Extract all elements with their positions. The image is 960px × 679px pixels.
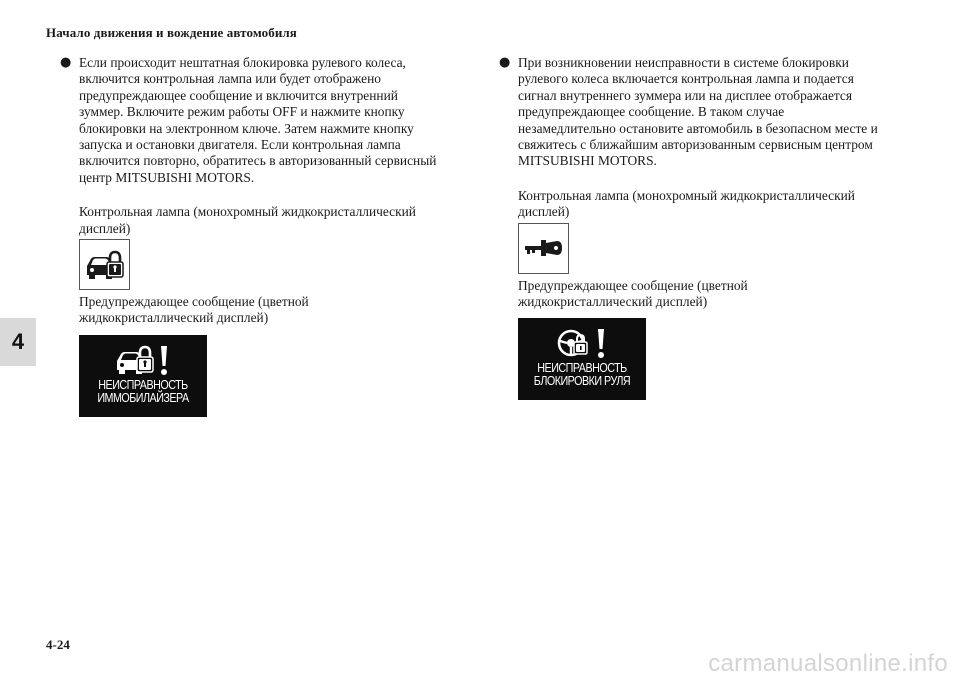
left-message-caption: Предупреждающее сообщение (цветной жидкокристаллический дисплей) bbox=[79, 294, 309, 326]
left-indicator-lamp bbox=[79, 239, 130, 290]
left-bullet-paragraph bbox=[60, 55, 440, 186]
chapter-number: 4 bbox=[11, 329, 25, 354]
left-lamp-caption: Контрольная лампа (монохромный жидкокристаллический дисплей) bbox=[79, 204, 416, 236]
bullet-icon: ● bbox=[499, 55, 511, 70]
car-lock-icon bbox=[84, 248, 126, 282]
right-column bbox=[499, 55, 879, 400]
left-display-line-1: НЕИСПРАВНОСТЬ bbox=[98, 377, 188, 392]
right-warning-display bbox=[518, 318, 646, 400]
left-paragraph-text: Если происходит нештатная блокировка рулевого колеса, включится контрольная лампа или будет отображено предупреждающее сообщение и включится внутренний зуммер. Включите режим работы OFF и нажмите кнопку блокировки на электронном ключе. Затем нажмите кнопку запуска и остановки двигателя. Если контрольная лампа включится повторно, обратитесь в авторизованный сервисный центр MITSUBISHI MOTORS. bbox=[79, 55, 437, 185]
left-warning-display bbox=[79, 335, 207, 417]
left-column bbox=[60, 55, 440, 417]
steering-lock-key-icon bbox=[523, 233, 565, 263]
right-display-line-2: БЛОКИРОВКИ РУЛЯ bbox=[533, 374, 631, 389]
steering-wheel-lock-warning-icon bbox=[554, 328, 612, 360]
page-number: 4-24 bbox=[46, 637, 70, 652]
bullet-icon: ● bbox=[60, 55, 72, 70]
left-display-line-2: ИММОБИЛАЙЗЕРА bbox=[97, 390, 189, 405]
page-header-title: Начало движения и вождение автомобиля bbox=[46, 25, 297, 40]
right-paragraph-text: При возникновении неисправности в системе блокировки рулевого колеса включается контрольная лампа и подается сигнал внутреннего зуммера или на дисплее отображается предупреждающее сообщение. В таком случае незамедлительно остановите автомобиль в безопасном месте и свяжитесь с ближайшим авторизованным сервисным центром MITSUBISHI MOTORS. bbox=[518, 55, 878, 169]
right-message-caption: Предупреждающее сообщение (цветной жидкокристаллический дисплей) bbox=[518, 277, 748, 310]
right-display-line-1: НЕИСПРАВНОСТЬ bbox=[537, 361, 627, 376]
right-display-message bbox=[527, 362, 637, 388]
watermark: carmanualsonline.info bbox=[708, 650, 948, 677]
chapter-tab bbox=[0, 318, 36, 366]
right-indicator-lamp bbox=[518, 223, 569, 274]
car-lock-warning-icon bbox=[115, 345, 173, 377]
left-display-message bbox=[88, 379, 198, 405]
right-bullet-paragraph bbox=[499, 55, 879, 170]
right-lamp-caption: Контрольная лампа (монохромный жидкокристаллический дисплей) bbox=[518, 187, 855, 220]
